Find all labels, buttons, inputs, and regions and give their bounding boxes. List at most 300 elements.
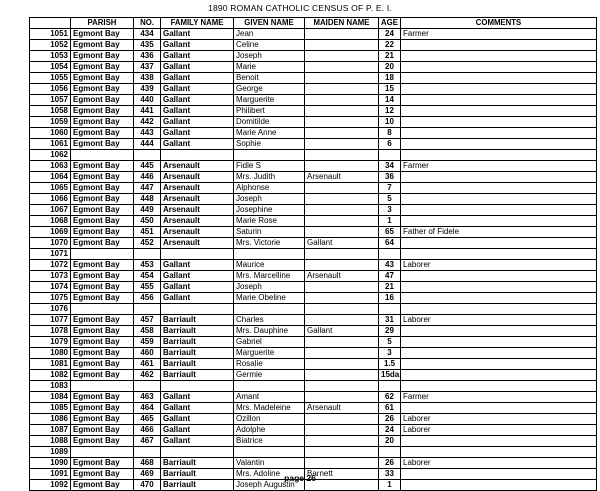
cell-given-name: Jean [234, 29, 305, 40]
cell-family-name: Gallant [161, 436, 234, 447]
cell-comments [401, 73, 597, 84]
cell-given-name: Ozillon [234, 414, 305, 425]
cell-parish: Egmont Bay [71, 128, 134, 139]
cell-family-no: 443 [134, 128, 161, 139]
table-row [30, 337, 597, 348]
cell-family-no: 463 [134, 392, 161, 403]
cell-maiden-name [305, 95, 379, 106]
cell-index: 1075 [30, 293, 71, 304]
cell-family-no: 435 [134, 40, 161, 51]
cell-parish: Egmont Bay [71, 139, 134, 150]
cell-given-name: Marie Anne [234, 128, 305, 139]
table-row [30, 29, 597, 40]
table-row [30, 51, 597, 62]
cell-given-name: Valantin [234, 458, 305, 469]
cell-family-no: 444 [134, 139, 161, 150]
table-row [30, 161, 597, 172]
column-header-given-name: GIVEN NAME [234, 18, 305, 29]
cell-age: 31 [379, 315, 401, 326]
cell-family-no: 462 [134, 370, 161, 381]
cell-index: 1067 [30, 205, 71, 216]
cell-maiden-name [305, 128, 379, 139]
table-row [30, 359, 597, 370]
cell-comments [401, 271, 597, 282]
cell-family-no: 440 [134, 95, 161, 106]
cell-maiden-name [305, 51, 379, 62]
cell-family-name: Gallant [161, 95, 234, 106]
cell-given-name: Celine [234, 40, 305, 51]
cell-family-name: Gallant [161, 73, 234, 84]
cell-family-no: 451 [134, 227, 161, 238]
cell-family-no: 448 [134, 194, 161, 205]
cell-family-no [134, 447, 161, 458]
cell-maiden-name [305, 458, 379, 469]
cell-index: 1077 [30, 315, 71, 326]
cell-family-no: 470 [134, 480, 161, 491]
column-header-no: NO. [134, 18, 161, 29]
cell-parish [71, 150, 134, 161]
cell-given-name: Josephine [234, 205, 305, 216]
cell-given-name: Mrs. Madeleine [234, 403, 305, 414]
cell-parish: Egmont Bay [71, 293, 134, 304]
cell-family-name: Gallant [161, 282, 234, 293]
cell-parish: Egmont Bay [71, 436, 134, 447]
cell-index: 1069 [30, 227, 71, 238]
cell-maiden-name [305, 216, 379, 227]
cell-given-name: Fidle S [234, 161, 305, 172]
cell-maiden-name: Arsenault [305, 172, 379, 183]
table-row [30, 282, 597, 293]
cell-comments [401, 447, 597, 458]
cell-parish: Egmont Bay [71, 315, 134, 326]
cell-maiden-name [305, 370, 379, 381]
cell-given-name: Mrs. Victorie [234, 238, 305, 249]
cell-age: 43 [379, 260, 401, 271]
cell-comments [401, 117, 597, 128]
cell-comments [401, 183, 597, 194]
cell-index: 1058 [30, 106, 71, 117]
cell-parish [71, 381, 134, 392]
cell-family-name: Barriault [161, 315, 234, 326]
cell-parish [71, 447, 134, 458]
cell-maiden-name [305, 392, 379, 403]
cell-parish: Egmont Bay [71, 84, 134, 95]
cell-family-name: Arsenault [161, 194, 234, 205]
cell-parish: Egmont Bay [71, 205, 134, 216]
cell-index: 1073 [30, 271, 71, 282]
cell-maiden-name: Barnett [305, 469, 379, 480]
cell-maiden-name: Gallant [305, 238, 379, 249]
cell-age: 7 [379, 183, 401, 194]
table-row [30, 370, 597, 381]
cell-comments [401, 293, 597, 304]
cell-comments [401, 282, 597, 293]
cell-maiden-name [305, 293, 379, 304]
cell-comments: Laborer [401, 260, 597, 271]
cell-index: 1070 [30, 238, 71, 249]
cell-family-name: Arsenault [161, 227, 234, 238]
cell-given-name: Adolphe [234, 425, 305, 436]
cell-family-name: Gallant [161, 425, 234, 436]
cell-given-name: George [234, 84, 305, 95]
cell-maiden-name [305, 249, 379, 260]
cell-age: 15da [379, 370, 401, 381]
cell-family-name: Gallant [161, 139, 234, 150]
cell-family-no: 445 [134, 161, 161, 172]
cell-index: 1061 [30, 139, 71, 150]
cell-parish: Egmont Bay [71, 282, 134, 293]
cell-family-no: 457 [134, 315, 161, 326]
cell-comments [401, 436, 597, 447]
cell-parish: Egmont Bay [71, 414, 134, 425]
cell-family-no: 441 [134, 106, 161, 117]
cell-family-no [134, 150, 161, 161]
cell-age: 26 [379, 414, 401, 425]
cell-family-no: 459 [134, 337, 161, 348]
cell-family-name: Gallant [161, 128, 234, 139]
cell-comments [401, 216, 597, 227]
cell-maiden-name: Arsenault [305, 271, 379, 282]
cell-family-name: Barriault [161, 359, 234, 370]
cell-age: 15 [379, 84, 401, 95]
cell-index: 1063 [30, 161, 71, 172]
table-row [30, 128, 597, 139]
column-header-age: AGE [379, 18, 401, 29]
cell-family-name: Arsenault [161, 205, 234, 216]
cell-family-name: Barriault [161, 326, 234, 337]
cell-family-no: 465 [134, 414, 161, 425]
cell-age: 26 [379, 458, 401, 469]
cell-maiden-name: Gallant [305, 326, 379, 337]
cell-parish: Egmont Bay [71, 425, 134, 436]
cell-age: 36 [379, 172, 401, 183]
cell-parish: Egmont Bay [71, 403, 134, 414]
cell-parish: Egmont Bay [71, 183, 134, 194]
cell-comments [401, 370, 597, 381]
cell-comments [401, 403, 597, 414]
cell-given-name [234, 150, 305, 161]
cell-family-name: Barriault [161, 458, 234, 469]
table-row [30, 117, 597, 128]
cell-index: 1062 [30, 150, 71, 161]
cell-comments: Laborer [401, 458, 597, 469]
table-row [30, 227, 597, 238]
cell-given-name [234, 381, 305, 392]
cell-age: 5 [379, 194, 401, 205]
cell-age: 21 [379, 282, 401, 293]
cell-given-name: Gabriel [234, 337, 305, 348]
table-row [30, 62, 597, 73]
cell-given-name: Joseph [234, 282, 305, 293]
cell-family-no [134, 304, 161, 315]
table-row [30, 238, 597, 249]
cell-family-name: Gallant [161, 117, 234, 128]
cell-family-name: Arsenault [161, 161, 234, 172]
cell-index: 1056 [30, 84, 71, 95]
cell-age [379, 381, 401, 392]
cell-family-no: 447 [134, 183, 161, 194]
cell-family-no: 438 [134, 73, 161, 84]
cell-family-name: Gallant [161, 51, 234, 62]
cell-maiden-name [305, 436, 379, 447]
cell-comments [401, 84, 597, 95]
cell-age: 1 [379, 480, 401, 491]
cell-parish [71, 304, 134, 315]
cell-given-name: Marie [234, 62, 305, 73]
table-row [30, 183, 597, 194]
cell-parish: Egmont Bay [71, 271, 134, 282]
cell-parish: Egmont Bay [71, 392, 134, 403]
cell-family-no: 437 [134, 62, 161, 73]
cell-family-name: Gallant [161, 84, 234, 95]
cell-family-no: 461 [134, 359, 161, 370]
cell-parish: Egmont Bay [71, 194, 134, 205]
cell-parish: Egmont Bay [71, 326, 134, 337]
cell-family-no: 453 [134, 260, 161, 271]
table-row [30, 414, 597, 425]
cell-comments [401, 150, 597, 161]
cell-family-name: Arsenault [161, 216, 234, 227]
cell-comments [401, 249, 597, 260]
cell-comments: Farmer [401, 392, 597, 403]
cell-maiden-name [305, 337, 379, 348]
cell-family-no: 434 [134, 29, 161, 40]
cell-parish: Egmont Bay [71, 29, 134, 40]
cell-parish: Egmont Bay [71, 95, 134, 106]
cell-family-no: 467 [134, 436, 161, 447]
cell-family-no: 436 [134, 51, 161, 62]
cell-family-name: Gallant [161, 403, 234, 414]
cell-given-name: Joseph [234, 51, 305, 62]
cell-parish: Egmont Bay [71, 238, 134, 249]
cell-age: 3 [379, 348, 401, 359]
cell-given-name: Joseph Augustin [234, 480, 305, 491]
cell-given-name: Joseph [234, 194, 305, 205]
cell-age: 34 [379, 161, 401, 172]
cell-parish: Egmont Bay [71, 62, 134, 73]
cell-family-no: 446 [134, 172, 161, 183]
cell-given-name: Mrs. Marcelline [234, 271, 305, 282]
cell-maiden-name [305, 139, 379, 150]
cell-given-name: Charles [234, 315, 305, 326]
cell-maiden-name [305, 106, 379, 117]
cell-family-name: Arsenault [161, 183, 234, 194]
cell-maiden-name [305, 447, 379, 458]
cell-family-no: 449 [134, 205, 161, 216]
cell-given-name: Rosalie [234, 359, 305, 370]
cell-index: 1064 [30, 172, 71, 183]
cell-index: 1085 [30, 403, 71, 414]
cell-comments [401, 359, 597, 370]
cell-family-no: 460 [134, 348, 161, 359]
cell-maiden-name [305, 40, 379, 51]
cell-parish: Egmont Bay [71, 172, 134, 183]
cell-age: 14 [379, 95, 401, 106]
cell-index: 1065 [30, 183, 71, 194]
cell-index: 1090 [30, 458, 71, 469]
cell-given-name: Marguerite [234, 348, 305, 359]
cell-parish: Egmont Bay [71, 260, 134, 271]
cell-given-name: Mrs. Adoline [234, 469, 305, 480]
cell-comments [401, 95, 597, 106]
cell-index: 1068 [30, 216, 71, 227]
table-row [30, 260, 597, 271]
cell-comments: Farmer [401, 161, 597, 172]
cell-comments: Laborer [401, 425, 597, 436]
cell-comments [401, 40, 597, 51]
cell-age: 1.5 [379, 359, 401, 370]
cell-given-name: Mrs. Dauphine [234, 326, 305, 337]
cell-parish: Egmont Bay [71, 469, 134, 480]
cell-index: 1088 [30, 436, 71, 447]
cell-maiden-name [305, 359, 379, 370]
cell-parish: Egmont Bay [71, 117, 134, 128]
cell-family-name: Barriault [161, 469, 234, 480]
cell-maiden-name [305, 62, 379, 73]
cell-given-name: Amant [234, 392, 305, 403]
cell-maiden-name [305, 315, 379, 326]
cell-age: 1 [379, 216, 401, 227]
cell-index: 1091 [30, 469, 71, 480]
cell-age: 8 [379, 128, 401, 139]
cell-index: 1054 [30, 62, 71, 73]
cell-parish: Egmont Bay [71, 370, 134, 381]
cell-age: 65 [379, 227, 401, 238]
cell-maiden-name [305, 304, 379, 315]
cell-maiden-name [305, 414, 379, 425]
cell-family-no [134, 249, 161, 260]
table-row [30, 326, 597, 337]
cell-given-name: Benoit [234, 73, 305, 84]
cell-parish: Egmont Bay [71, 216, 134, 227]
column-header-maiden-name: MAIDEN NAME [305, 18, 379, 29]
cell-index: 1086 [30, 414, 71, 425]
cell-comments [401, 128, 597, 139]
cell-index: 1051 [30, 29, 71, 40]
cell-family-no [134, 381, 161, 392]
cell-age: 62 [379, 392, 401, 403]
column-header-index [30, 18, 71, 29]
table-row [30, 403, 597, 414]
cell-maiden-name [305, 381, 379, 392]
cell-given-name: Domitilde [234, 117, 305, 128]
cell-index: 1071 [30, 249, 71, 260]
cell-given-name: Maurice [234, 260, 305, 271]
cell-given-name: Philibert [234, 106, 305, 117]
cell-age: 20 [379, 436, 401, 447]
cell-family-name: Gallant [161, 260, 234, 271]
cell-index: 1053 [30, 51, 71, 62]
cell-parish: Egmont Bay [71, 73, 134, 84]
cell-index: 1072 [30, 260, 71, 271]
cell-family-name: Gallant [161, 293, 234, 304]
cell-parish: Egmont Bay [71, 337, 134, 348]
cell-age: 33 [379, 469, 401, 480]
cell-age: 16 [379, 293, 401, 304]
table-row [30, 436, 597, 447]
cell-comments [401, 172, 597, 183]
cell-index: 1080 [30, 348, 71, 359]
cell-parish: Egmont Bay [71, 480, 134, 491]
census-table [29, 17, 597, 491]
cell-maiden-name [305, 150, 379, 161]
cell-family-name [161, 304, 234, 315]
cell-comments [401, 194, 597, 205]
table-row [30, 315, 597, 326]
table-row [30, 150, 597, 161]
table-row [30, 458, 597, 469]
table-row [30, 73, 597, 84]
cell-maiden-name [305, 73, 379, 84]
cell-age: 22 [379, 40, 401, 51]
cell-family-name: Barriault [161, 370, 234, 381]
cell-maiden-name [305, 260, 379, 271]
cell-given-name: Marguerite [234, 95, 305, 106]
page-number: page 26 [284, 473, 316, 483]
cell-index: 1055 [30, 73, 71, 84]
cell-age [379, 304, 401, 315]
cell-age: 20 [379, 62, 401, 73]
cell-index: 1060 [30, 128, 71, 139]
cell-parish: Egmont Bay [71, 359, 134, 370]
cell-family-no: 439 [134, 84, 161, 95]
cell-family-name: Gallant [161, 29, 234, 40]
cell-index: 1081 [30, 359, 71, 370]
cell-maiden-name [305, 348, 379, 359]
cell-given-name: Marie Rose [234, 216, 305, 227]
page-title: 1890 ROMAN CATHOLIC CENSUS OF P. E. I. [208, 3, 392, 13]
cell-given-name: Biatrice [234, 436, 305, 447]
cell-parish: Egmont Bay [71, 227, 134, 238]
cell-family-no: 450 [134, 216, 161, 227]
cell-family-name [161, 150, 234, 161]
table-row [30, 84, 597, 95]
cell-comments [401, 51, 597, 62]
cell-family-no: 466 [134, 425, 161, 436]
column-header-comments: COMMENTS [401, 18, 597, 29]
header-row [30, 18, 597, 29]
cell-parish: Egmont Bay [71, 161, 134, 172]
column-header-family-name: FAMILY NAME [161, 18, 234, 29]
cell-index: 1076 [30, 304, 71, 315]
cell-index: 1078 [30, 326, 71, 337]
table-row [30, 271, 597, 282]
cell-family-no: 469 [134, 469, 161, 480]
cell-age [379, 447, 401, 458]
cell-comments: Farmer [401, 29, 597, 40]
table-row [30, 106, 597, 117]
cell-comments [401, 139, 597, 150]
cell-given-name: Alphonse [234, 183, 305, 194]
cell-comments [401, 381, 597, 392]
cell-age: 29 [379, 326, 401, 337]
cell-index: 1079 [30, 337, 71, 348]
cell-family-name: Barriault [161, 348, 234, 359]
cell-index: 1087 [30, 425, 71, 436]
table-row [30, 249, 597, 260]
cell-age [379, 150, 401, 161]
cell-family-name: Gallant [161, 62, 234, 73]
cell-family-no: 456 [134, 293, 161, 304]
cell-maiden-name [305, 205, 379, 216]
cell-age [379, 249, 401, 260]
cell-index: 1059 [30, 117, 71, 128]
cell-maiden-name [305, 227, 379, 238]
cell-comments: Laborer [401, 414, 597, 425]
cell-family-no: 454 [134, 271, 161, 282]
cell-age: 3 [379, 205, 401, 216]
cell-comments [401, 62, 597, 73]
